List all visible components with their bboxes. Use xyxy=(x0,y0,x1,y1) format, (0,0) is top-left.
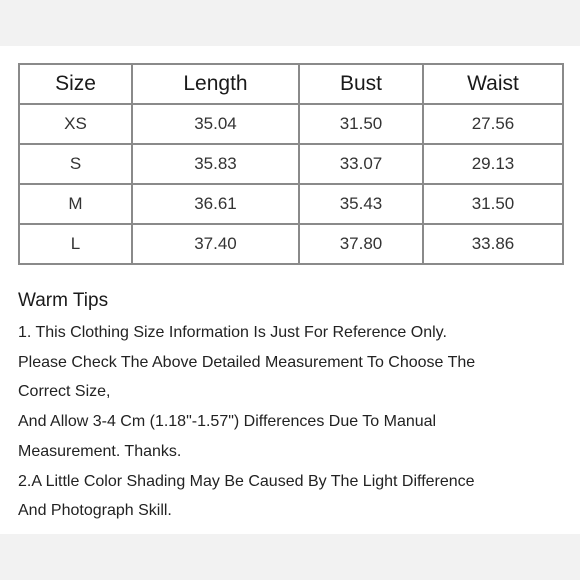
cell-size: L xyxy=(19,224,132,264)
cell-size: XS xyxy=(19,104,132,144)
size-chart-card xyxy=(0,46,580,534)
warm-tips-section xyxy=(18,286,563,526)
tip-line: And Photograph Skill. xyxy=(18,502,172,520)
header-size: Size xyxy=(19,64,132,104)
cell-size: S xyxy=(19,144,132,184)
cell-length: 35.83 xyxy=(132,144,299,184)
table-row xyxy=(19,184,563,224)
tip-line: 1. This Clothing Size Information Is Just For Reference Only. xyxy=(18,324,447,341)
cell-bust: 37.80 xyxy=(299,224,423,264)
table-row xyxy=(19,144,563,184)
tip-line: Measurement. Thanks. xyxy=(18,442,182,460)
tip-line: And Allow 3-4 Cm (1.18"-1.57") Differences Due To Manual xyxy=(18,413,437,431)
cell-waist: 31.50 xyxy=(423,184,563,224)
size-table xyxy=(18,63,564,265)
warm-tips-title: Warm Tips xyxy=(18,290,109,311)
header-waist: Waist xyxy=(423,64,563,104)
header-bust: Bust xyxy=(299,64,423,104)
cell-waist: 27.56 xyxy=(423,104,563,144)
tip-line: Correct Size, xyxy=(18,383,111,401)
table-row xyxy=(19,104,563,144)
header-length: Length xyxy=(132,64,299,104)
table-row xyxy=(19,224,563,264)
cell-length: 36.61 xyxy=(132,184,299,224)
cell-waist: 33.86 xyxy=(423,224,563,264)
cell-waist: 29.13 xyxy=(423,144,563,184)
cell-bust: 35.43 xyxy=(299,184,423,224)
cell-length: 35.04 xyxy=(132,104,299,144)
cell-size: M xyxy=(19,184,132,224)
cell-bust: 33.07 xyxy=(299,144,423,184)
tip-line: 2.A Little Color Shading May Be Caused By The Light Difference xyxy=(18,472,475,490)
cell-length: 37.40 xyxy=(132,224,299,264)
table-header-row xyxy=(19,64,563,104)
tip-line: Please Check The Above Detailed Measurement To Choose The xyxy=(18,353,476,371)
cell-bust: 31.50 xyxy=(299,104,423,144)
